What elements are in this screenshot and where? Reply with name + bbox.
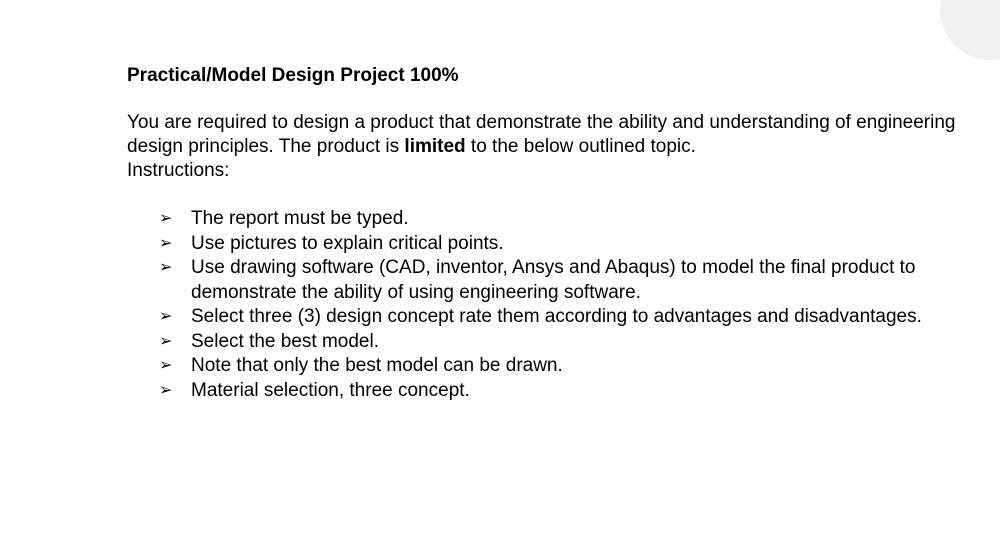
arrowhead-bullet-icon: ➢ xyxy=(159,381,173,399)
instruction-text: Use pictures to explain critical points. xyxy=(191,232,504,254)
document-body xyxy=(127,63,957,403)
arrowhead-bullet-icon: ➢ xyxy=(159,357,173,374)
instruction-text: Material selection, three concept. xyxy=(191,379,470,401)
instruction-text: Use drawing software (CAD, inventor, Ansys and Abaqus) to model the final product to demonstrate the ability of using engineering software. xyxy=(191,257,916,303)
intro-paragraph xyxy=(127,111,957,183)
arrowhead-bullet-icon: ➢ xyxy=(159,332,173,350)
instruction-text: Select the best model. xyxy=(191,330,379,352)
intro-text-part2: to the below outlined topic. xyxy=(465,136,696,157)
instruction-item xyxy=(159,305,957,330)
arrowhead-bullet-icon: ➢ xyxy=(159,308,173,325)
arrowhead-bullet-icon: ➢ xyxy=(159,259,173,276)
instruction-text: Note that only the best model can be drawn. xyxy=(191,355,563,376)
instruction-item xyxy=(159,379,957,404)
intro-text-part1: You are required to design a product that demonstrate the ability and understanding of engineering design principles. The product is xyxy=(127,112,956,157)
intro-emphasis: limited xyxy=(404,136,466,157)
instruction-text: Select three (3) design concept rate them according to advantages and disadvantages. xyxy=(191,306,922,327)
instructions-list xyxy=(127,207,957,403)
instruction-item xyxy=(159,232,957,257)
instruction-item xyxy=(159,354,957,379)
arrowhead-bullet-icon: ➢ xyxy=(159,234,173,252)
instruction-item xyxy=(159,256,957,305)
instruction-text: The report must be typed. xyxy=(191,208,409,229)
document-title: Practical/Model Design Project 100% xyxy=(127,65,459,86)
instructions-label: Instructions: xyxy=(127,160,230,181)
instruction-item xyxy=(159,330,957,355)
corner-decoration xyxy=(940,0,1000,60)
instruction-item xyxy=(159,207,957,232)
arrowhead-bullet-icon: ➢ xyxy=(159,210,173,227)
